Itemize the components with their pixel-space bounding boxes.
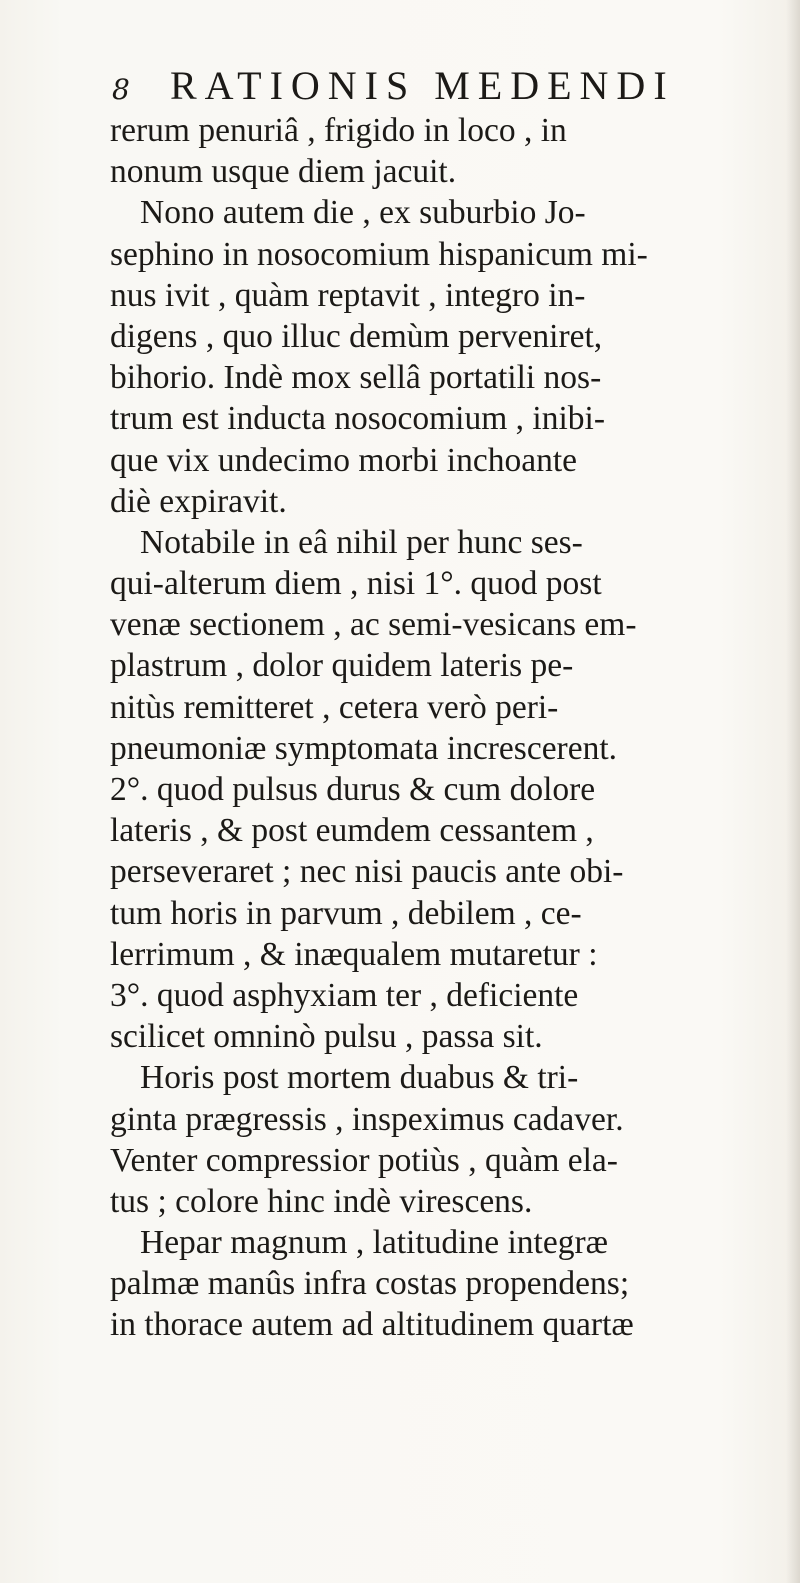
text-line: 2°. quod pulsus durus & cum dolore — [110, 771, 596, 808]
text-line: trum est inducta nosocomium , inibi- — [110, 400, 605, 438]
text-line: lateris , & post eumdem cessantem , — [110, 812, 594, 850]
text-line: tum horis in parvum , debilem , ce- — [110, 894, 582, 932]
text-line: que vix undecimo morbi inchoante — [110, 441, 578, 479]
page-edge-shadow — [786, 0, 800, 1583]
text-line: bihorio. Indè mox sellâ portatili nos- — [110, 359, 602, 397]
text-line: in thorace autem ad altitudinem quartæ — [110, 1306, 634, 1344]
text-line: Venter compressior potiùs , quàm ela- — [110, 1141, 618, 1179]
text-line: nus ivit , quàm reptavit , integro in- — [110, 276, 586, 314]
text-line: lerrimum , & inæqualem mutaretur : — [110, 935, 598, 973]
text-line: digens , quo illuc demùm perveniret, — [110, 317, 603, 355]
text-line: plastrum , dolor quidem lateris pe- — [110, 647, 574, 685]
text-line: palmæ manûs infra costas propendens; — [110, 1265, 630, 1303]
page-header — [112, 62, 752, 110]
text-line: nonum usque diem jacuit. — [110, 153, 457, 191]
text-line: diè expiravit. — [110, 482, 287, 520]
text-line: ginta prægressis , inspeximus cadaver. — [110, 1100, 624, 1138]
text-line: Hepar magnum , latitudine integræ — [140, 1224, 608, 1262]
running-head: RATIONIS MEDENDI — [170, 63, 675, 108]
text-line: scilicet omninò pulsu , passa sit. — [110, 1018, 543, 1056]
text-line: perseveraret ; nec nisi paucis ante obi- — [110, 853, 624, 891]
page-number: 8 — [112, 73, 130, 106]
text-line: sephino in nosocomium hispanicum mi- — [110, 235, 648, 273]
text-line: qui-alterum diem , nisi 1°. quod post — [110, 565, 602, 603]
text-line: 3°. quod asphyxiam ter , deficiente — [110, 976, 579, 1014]
text-line: venæ sectionem , ac semi-vesicans em- — [110, 606, 637, 644]
body-text — [110, 110, 800, 1346]
text-line: nitùs remitteret , cetera verò peri- — [110, 688, 559, 726]
text-line: Nono autem die , ex suburbio Jo- — [140, 194, 586, 232]
text-line: Horis post mortem duabus & tri- — [140, 1059, 579, 1097]
text-line: rerum penuriâ , frigido in loco , in — [110, 112, 567, 149]
text-line: pneumoniæ symptomata increscerent. — [110, 729, 618, 767]
text-line: tus ; colore hinc indè virescens. — [110, 1182, 533, 1220]
text-line: Notabile in eâ nihil per hunc ses- — [140, 523, 583, 561]
